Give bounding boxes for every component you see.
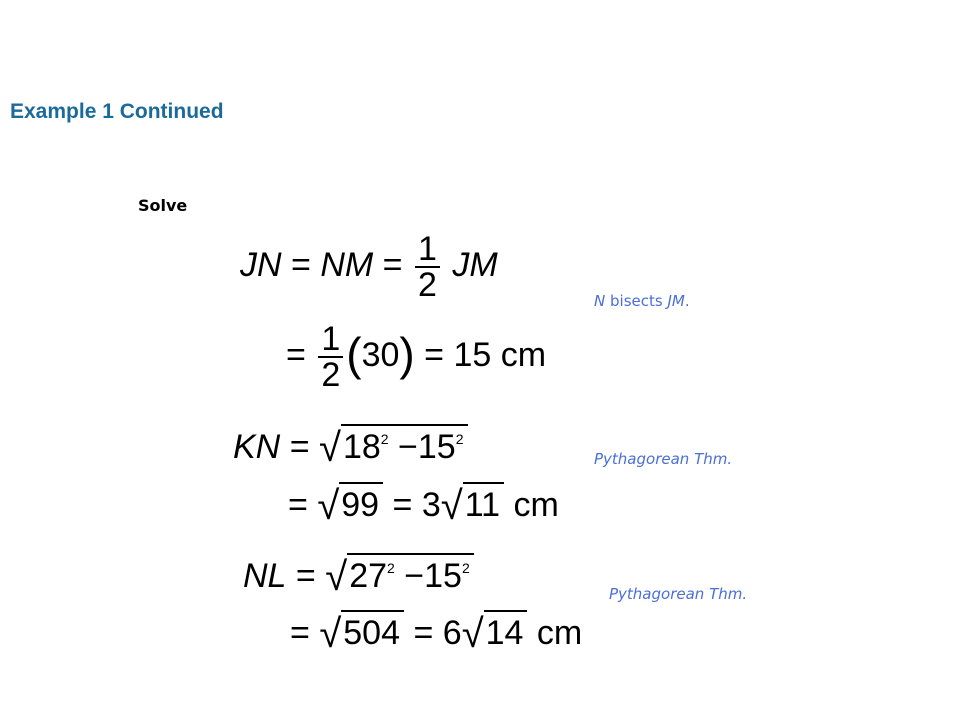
eq6-equals-1: = [290, 614, 310, 652]
eq1-frac-numerator: 1 [417, 230, 437, 268]
eq5-a-exp: 2 [387, 560, 395, 576]
eq4-coef: 3 [421, 486, 441, 524]
eq2-equals-2: = [424, 335, 445, 374]
equation-half-thirty [286, 322, 546, 392]
radical-icon: √ [317, 484, 340, 528]
equation-sqrt-504 [290, 610, 583, 656]
radical-icon: √ [440, 484, 463, 528]
solve-label: Solve [138, 196, 188, 215]
reason-period: . [684, 292, 690, 310]
eq1-lhs1: JN [240, 245, 282, 284]
eq2-open-paren: ( [346, 327, 362, 380]
eq5-lhs: NL [243, 557, 287, 595]
radical-icon: √ [319, 612, 342, 656]
eq1-equals-1: = [291, 245, 311, 284]
eq3-equals: = [289, 428, 310, 466]
radical-icon: √ [325, 555, 348, 599]
reason-pythagorean-1: Pythagorean Thm. [594, 450, 733, 468]
eq3-radicand [341, 424, 468, 464]
equation-kn [233, 424, 468, 470]
eq4-equals-2: = [392, 486, 413, 524]
equation-sqrt-99 [288, 482, 559, 528]
radical-icon: √ [461, 612, 484, 656]
eq3-a: 18 [342, 428, 381, 466]
eq5-a: 27 [349, 557, 388, 595]
eq4-equals-1: = [288, 486, 308, 524]
equation-jn-nm [240, 232, 498, 302]
eq2-equals-1: = [286, 335, 306, 374]
eq6-radicand-1: 504 [341, 610, 404, 650]
eq3-sqrt [319, 424, 468, 470]
eq6-radicand-2: 14 [484, 610, 528, 650]
eq4-radicand-1: 99 [339, 482, 383, 522]
reason-bisects [594, 292, 690, 310]
eq6-unit: cm [536, 614, 583, 652]
eq2-paren-value: 30 [361, 335, 400, 374]
eq4-sqrt-2 [440, 482, 504, 528]
reason-var-jm: JM [667, 292, 685, 310]
eq3-a-exp: 2 [380, 431, 389, 447]
equation-nl [243, 553, 474, 599]
radical-icon: √ [319, 426, 341, 470]
eq3-b-exp: 2 [455, 431, 464, 447]
eq6-sqrt-1 [319, 610, 404, 656]
eq5-radicand [347, 553, 474, 593]
eq1-rhs-var: JM [452, 245, 498, 284]
eq5-equals: = [295, 557, 316, 595]
eq6-equals-2: = [413, 614, 434, 652]
eq3-b: 15 [417, 428, 456, 466]
eq6-sqrt-2 [461, 610, 528, 656]
eq1-frac-denominator: 2 [415, 266, 440, 302]
eq4-unit: cm [513, 486, 559, 524]
eq2-frac-denominator: 2 [318, 356, 343, 392]
eq4-sqrt-1 [317, 482, 383, 528]
eq3-minus: − [398, 428, 418, 466]
eq2-frac-numerator: 1 [321, 320, 341, 358]
eq5-minus: − [404, 557, 425, 595]
eq3-lhs: KN [233, 428, 281, 466]
eq2-fraction [318, 322, 343, 392]
eq6-coef: 6 [442, 614, 462, 652]
eq5-b-exp: 2 [461, 560, 470, 576]
reason-pythagorean-2: Pythagorean Thm. [609, 585, 748, 603]
eq2-close-paren: ) [399, 327, 415, 380]
slide-title: Example 1 Continued [10, 100, 224, 123]
eq4-radicand-2: 11 [463, 482, 504, 522]
eq5-sqrt [325, 553, 474, 599]
eq1-equals-2: = [382, 245, 403, 284]
eq1-fraction [415, 232, 440, 302]
eq1-lhs2: NM [320, 245, 374, 284]
eq2-result: 15 cm [453, 335, 547, 374]
reason-var-n: N [594, 292, 606, 310]
reason-bisects-text: bisects [605, 292, 668, 310]
eq5-b: 15 [424, 557, 462, 595]
